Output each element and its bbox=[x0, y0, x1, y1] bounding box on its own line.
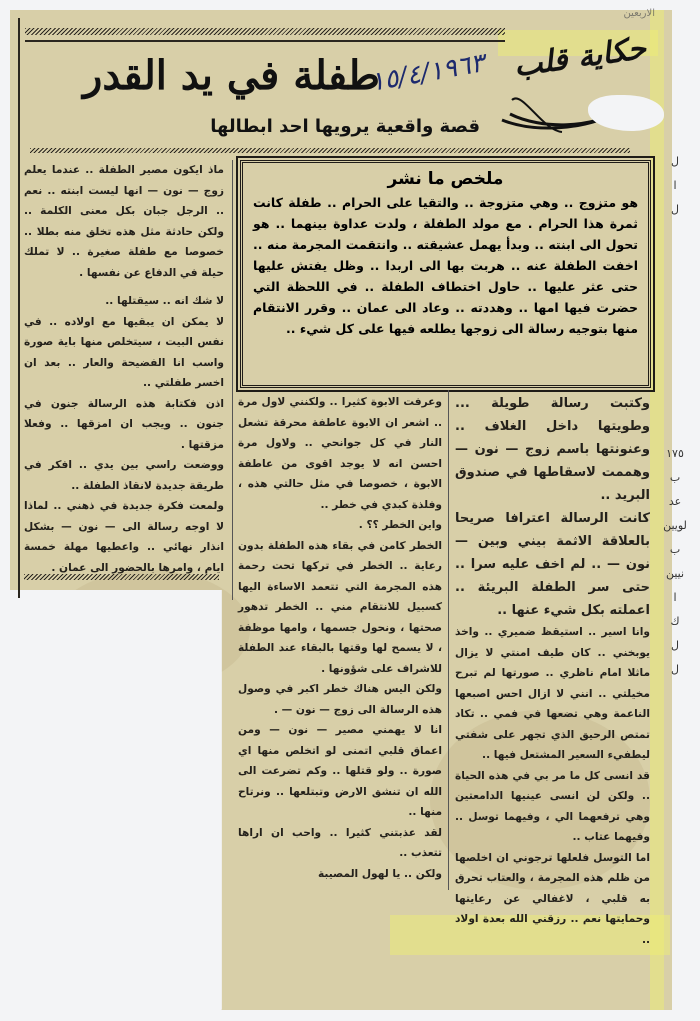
right-edge-fragments bbox=[660, 150, 690, 830]
edge-fragment: ا bbox=[673, 591, 677, 604]
logo-text: حكاية قلب bbox=[511, 30, 649, 85]
right-paragraph: وكتبت رسالة طويلة ... وطويتها داخل الغلاف .. وعنونتها باسم زوج — نون — وهممت لاسقاطها في صندوق البريد .. bbox=[455, 396, 650, 503]
left-paragraph: لا يمكن ان يبقيها مع اولاده .. في نفس البيت ، سيتخلص منها باية صورة واسب انا الفضيحة والعار .. بعد ان اخسر طفلتي .. bbox=[24, 315, 224, 389]
column-divider-left bbox=[232, 160, 233, 600]
summary-title: ملخص ما نشر bbox=[387, 169, 504, 189]
summary-text: هو متزوج .. وهي متزوجة .. والتقيا على الحرام .. طفلة كانت ثمرة هذا الحرام . مع مولد الطفلة ، ولدت عداوة بينهما .. هو تحول الى ابنته .. وبدأ يهمل عشيقته .. وانتقمت المجرمة منه .. اخفت الطفلة عنه .. هربت بها الى اربدا .. وظل يفتش عليها حتى عثر عليها .. حاول اختطاف الطفلة .. في اللحظة التي حضرت فيها امها .. وهددته .. وعاد الى عمان .. وقرر الانتقام منها بتوجيه رسالة الى زوجها يطلعه فيها على كل شيء .. bbox=[253, 195, 638, 336]
left-paragraph: لا شك انه .. سيقتلها .. bbox=[105, 295, 224, 307]
edge-fragment: ل bbox=[671, 639, 679, 652]
left-paragraph: ووضعت راسي بين يدي .. افكر في طريقة جديدة لانقاذ الطفلة .. bbox=[24, 459, 224, 492]
subheadline-hatch bbox=[30, 148, 630, 153]
middle-paragraph: لقد عذبتني كثيرا .. واحب ان اراها تتعذب .. bbox=[238, 826, 442, 859]
edge-fragment: لويين bbox=[663, 519, 687, 532]
edge-fragment: ا bbox=[673, 179, 677, 192]
middle-paragraph: الخطر كامن في بقاء هذه الطفلة بدون رعاية .. الخطر في تركها تحت رحمة هذه المجرمة التي تتعمد الاساءة اليها كسبيل للانتقام مني .. الخطر تدهور صحتها ، ونحول جسمها ، وامها موظفة ، لا يسمح لها وقتها بالبقاء عند الطفلة للاشراف على شؤونها . bbox=[238, 539, 442, 675]
column-divider-middle bbox=[448, 390, 449, 890]
column-middle bbox=[238, 392, 442, 884]
middle-paragraph: واين الخطر ؟؟ . bbox=[358, 519, 442, 531]
right-paragraph: وانا اسير .. استيقظ ضميري .. واخذ يوبخني .. كان طيف امنتي لا يزال ماثلا امام ناظري .. صورتها لم تبرح مخيلتي .. انني لا ازال احس اصبعها الناعمة وهي تضعها في فمي .. تكاد تمتص الرحيق الذي تجهر على شفتي ليطفيء السعير المشتعل فيها .. bbox=[455, 626, 650, 761]
edge-fragment: ١٧٥ bbox=[666, 447, 684, 460]
middle-paragraph: انا لا يهمني مصير — نون — ومن اعماق قلبي اتمنى لو اتخلص منها اي صورة .. ولو قتلها .. وكم تضرعت الى الله ان تنشق الارض وتبتلعها .. ونرتاح منها .. bbox=[238, 724, 442, 818]
right-paragraph: كانت الرسالة اعترافا صريحا بالعلاقة الاثمة بيني وبين — نون — .. لم اخف عليه سرا .. حتى سر الطفلة البريئة .. اعملته بكل شيء عنها .. bbox=[455, 511, 650, 618]
middle-paragraph: ولكن اليس هناك خطر اكبر في وصول هذه الرسالة الى زوج — نون — . bbox=[238, 683, 442, 716]
column-left bbox=[24, 160, 224, 578]
header-rule-top bbox=[25, 40, 505, 42]
middle-paragraph: وعرفت الابوة كثيرا .. ولكنني لاول مرة .. اشعر ان الابوة عاطفة محرقة تشعل النار في كل جوانحي .. ولاول مرة احسن انه لا يوجد اقوى من عاطفة الابوة ، خصوصا في مثل حالتي هذه ، وفلذة كبدي في خطر .. bbox=[238, 396, 442, 511]
left-paragraph: اذن فكتابة هذه الرسالة جنون في جنون .. ويجب ان امزقها .. وفعلا مزقتها . bbox=[24, 397, 224, 451]
edge-fragment: ل bbox=[671, 203, 679, 216]
header-rule-left-vertical bbox=[18, 18, 20, 598]
column-right bbox=[455, 392, 650, 950]
top-strip-text: الاربعين bbox=[623, 8, 655, 19]
edge-fragment: نيين bbox=[665, 567, 685, 580]
left-paragraph: ولمعت فكرة جديدة في ذهني .. لماذا لا اوجه رسالة الى — نون — بشكل انذار نهائي .. واعطيها مهلة خمسة ايام ، وامرها بالحضور الى عمان . bbox=[24, 500, 224, 574]
handwritten-date: ١٥/٤/١٩٦٣ bbox=[368, 48, 487, 98]
middle-paragraph: ولكن .. يا لهول المصيبة bbox=[317, 867, 442, 880]
edge-fragment: ل bbox=[671, 663, 679, 676]
headline: طفلة في يد القدر bbox=[83, 52, 380, 99]
edge-fragment: عد bbox=[668, 495, 682, 508]
edge-fragment: ب bbox=[669, 471, 681, 484]
left-paragraph: ماذ ايكون مصير الطفلة .. عندما يعلم زوج — نون — انها ليست ابنته .. نعم .. الرجل جبان بكل معنى الكلمة .. ولكن حادثة مثل هذه تخلق منه بطلا .. خصوصا مع طفلة صغيرة .. لا تملك حيلة في الدفاع عن نفسها . bbox=[24, 164, 224, 279]
edge-fragment: ك bbox=[670, 615, 680, 628]
edge-fragment: ب bbox=[669, 543, 681, 556]
left-column-bottom-hatch bbox=[24, 574, 219, 580]
right-paragraph: اما التوسل فلعلها ترجوني ان اخلصها من ظلم هذه المجرمة ، والعتاب تحرق به قلبي ، لاغفالي عن رعايتها وحمايتها نعم .. رزقني الله بعدة اولاد .. bbox=[455, 851, 650, 946]
edge-fragment: ل bbox=[671, 155, 679, 168]
right-paragraph: قد انسى كل ما مر بي في هذه الحياة .. ولكن لن انسى عينيها الدامعتين وهي ترفعهما الي ، وفيهما توسل .. وفيهما عتاب .. bbox=[455, 769, 650, 843]
summary-box bbox=[240, 160, 651, 388]
header-hatch-top bbox=[25, 28, 505, 35]
subheadline: قصة واقعية يرويها احد ابطالها bbox=[210, 116, 480, 137]
